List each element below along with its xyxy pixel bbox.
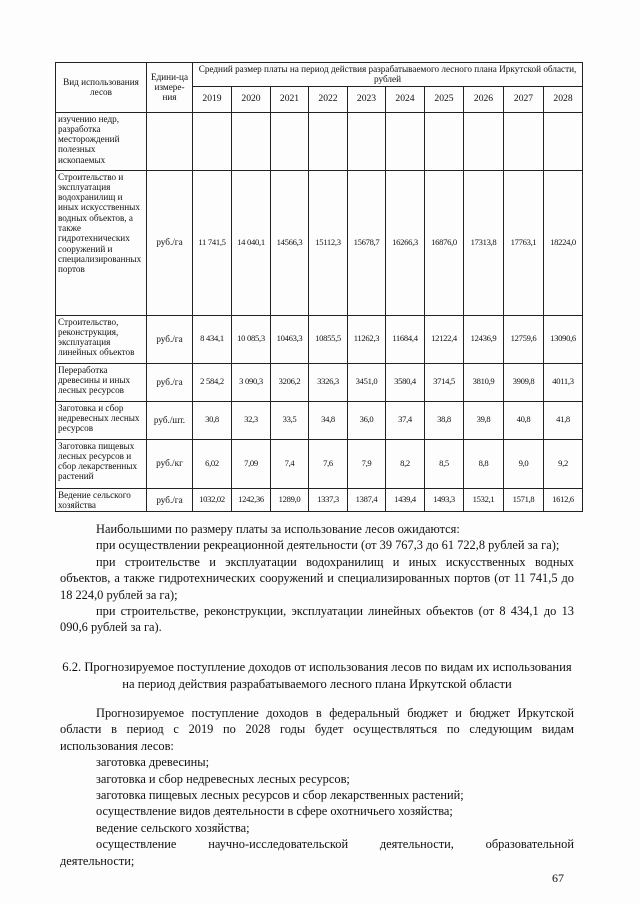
row-value: 3206,2 — [271, 363, 309, 401]
row-value: 13090,6 — [544, 315, 583, 363]
row-value — [504, 112, 544, 170]
body-text-2 — [60, 705, 574, 869]
row-unit: руб./га — [147, 363, 193, 401]
row-value — [309, 112, 348, 170]
row-unit: руб./шт. — [147, 401, 193, 439]
row-value: 7,6 — [309, 439, 348, 488]
row-value: 1571,8 — [504, 488, 544, 512]
table-row — [56, 363, 583, 401]
header-year: 2025 — [425, 86, 464, 112]
row-value: 3 090,3 — [232, 363, 271, 401]
list-item-tail: деятельности; — [60, 853, 135, 868]
word: образовательной — [485, 837, 574, 852]
row-value: 1242,36 — [232, 488, 271, 512]
row-value: 10855,5 — [309, 315, 348, 363]
row-unit: руб./кг — [147, 439, 193, 488]
list-item: заготовка и сбор недревесных лесных ресурсов; — [96, 771, 350, 786]
header-unit: Едини-ца измере-ния — [147, 63, 193, 113]
row-value: 1032,02 — [193, 488, 232, 512]
header-year: 2026 — [464, 86, 504, 112]
row-activity: Переработка древесины и иных лесных ресурсов — [56, 363, 147, 401]
paragraph: Прогнозируемое поступление доходов в федеральный бюджет и бюджет Иркутской области в период с 2019 по 2028 годы будет осуществляться по следующим видам использования лесов: — [60, 706, 574, 753]
row-activity: Заготовка пищевых лесных ресурсов и сбор лекарственных растений — [56, 439, 147, 488]
row-value: 1439,4 — [386, 488, 425, 512]
row-value: 1337,3 — [309, 488, 348, 512]
row-value: 1387,4 — [348, 488, 386, 512]
list-item: осуществление видов деятельности в сфере охотничьего хозяйства; — [96, 804, 453, 819]
row-value: 11 741,5 — [193, 170, 232, 315]
row-value — [232, 112, 271, 170]
row-value: 4011,3 — [544, 363, 583, 401]
list-item: заготовка древесины; — [96, 755, 210, 770]
row-value: 11262,3 — [348, 315, 386, 363]
row-value: 41,8 — [544, 401, 583, 439]
row-value: 8,8 — [464, 439, 504, 488]
row-activity: Строительство и эксплуатация водохранилищ и иных искусственных водных объектов, а также гидротехнических сооружений и специализированных портов — [56, 170, 147, 315]
row-value: 3714,5 — [425, 363, 464, 401]
paragraph: при строительстве, реконструкции, эксплуатации линейных объектов (от 8 434,1 до 13 090,6 рублей за га). — [60, 604, 574, 635]
row-value: 12122,4 — [425, 315, 464, 363]
row-unit: руб./га — [147, 315, 193, 363]
section-heading: 6.2. Прогнозируемое поступление доходов от использования лесов по видам их использования на период действия разрабатываемого лесного плана Иркутской области — [62, 660, 572, 691]
header-average-fee: Средний размер платы на период действия разрабатываемого лесного плана Иркутской области, рублей — [193, 63, 583, 87]
row-value — [464, 112, 504, 170]
row-value: 8,2 — [386, 439, 425, 488]
row-value: 12436,9 — [464, 315, 504, 363]
row-unit — [147, 112, 193, 170]
row-value: 2 584,2 — [193, 363, 232, 401]
fee-table-body — [56, 112, 583, 512]
row-activity: изучению недр, разработка месторождений полезных ископаемых — [56, 112, 147, 170]
row-value: 16266,3 — [386, 170, 425, 315]
header-year: 2023 — [348, 86, 386, 112]
row-value — [271, 112, 309, 170]
row-value: 18224,0 — [544, 170, 583, 315]
header-year: 2020 — [232, 86, 271, 112]
row-value: 30,8 — [193, 401, 232, 439]
row-activity: Ведение сельского хозяйства — [56, 488, 147, 512]
row-activity: Строительство, реконструкция, эксплуатация линейных объектов — [56, 315, 147, 363]
row-value — [386, 112, 425, 170]
row-value: 1612,6 — [544, 488, 583, 512]
row-value: 39,8 — [464, 401, 504, 439]
row-value: 9,0 — [504, 439, 544, 488]
paragraph: Наибольшими по размеру платы за использование лесов ожидаются: — [96, 522, 460, 536]
list-item: ведение сельского хозяйства; — [96, 820, 250, 835]
paragraph: при строительстве и эксплуатации водохранилищ и иных искусственных водных объектов, а также гидротехнических сооружений и специализированных портов (от 11 741,5 до 18 224,0 рублей за га); — [60, 554, 574, 602]
row-value: 14 040,1 — [232, 170, 271, 315]
row-value: 3326,3 — [309, 363, 348, 401]
row-value: 1493,3 — [425, 488, 464, 512]
row-value: 14566,3 — [271, 170, 309, 315]
word: деятельности, — [379, 837, 454, 852]
header-year: 2022 — [309, 86, 348, 112]
row-value: 7,9 — [348, 439, 386, 488]
row-value: 40,8 — [504, 401, 544, 439]
fee-table — [55, 62, 583, 512]
row-value: 36,0 — [348, 401, 386, 439]
row-value: 1532,1 — [464, 488, 504, 512]
table-row — [56, 170, 583, 315]
row-unit: руб./га — [147, 170, 193, 315]
body-text — [60, 521, 574, 636]
row-activity: Заготовка и сбор недревесных лесных ресурсов — [56, 401, 147, 439]
row-unit: руб./га — [147, 488, 193, 512]
row-value — [348, 112, 386, 170]
row-value: 8 434,1 — [193, 315, 232, 363]
header-year: 2021 — [271, 86, 309, 112]
row-value — [544, 112, 583, 170]
row-value: 32,3 — [232, 401, 271, 439]
row-value — [425, 112, 464, 170]
row-value: 10463,3 — [271, 315, 309, 363]
row-value: 11684,4 — [386, 315, 425, 363]
row-value — [193, 112, 232, 170]
table-row — [56, 439, 583, 488]
row-value: 3580,4 — [386, 363, 425, 401]
row-value: 17763,1 — [504, 170, 544, 315]
row-value: 12759,6 — [504, 315, 544, 363]
header-activity: Вид использования лесов — [56, 63, 147, 113]
row-value: 33,5 — [271, 401, 309, 439]
list-item: заготовка пищевых лесных ресурсов и сбор лекарственных растений; — [96, 788, 464, 803]
row-value: 1289,0 — [271, 488, 309, 512]
row-value: 10 085,3 — [232, 315, 271, 363]
header-year: 2028 — [544, 86, 583, 112]
row-value: 15678,7 — [348, 170, 386, 315]
list-item-last — [60, 836, 574, 852]
header-year: 2027 — [504, 86, 544, 112]
row-value: 7,09 — [232, 439, 271, 488]
row-value: 15112,3 — [309, 170, 348, 315]
row-value: 3810,9 — [464, 363, 504, 401]
table-row — [56, 315, 583, 363]
paragraph: при осуществлении рекреационной деятельности (от 39 767,3 до 61 722,8 рублей за га); — [96, 538, 560, 553]
row-value: 16876,0 — [425, 170, 464, 315]
row-value: 9,2 — [544, 439, 583, 488]
word: осуществление — [96, 837, 177, 852]
row-value: 8,5 — [425, 439, 464, 488]
header-year: 2024 — [386, 86, 425, 112]
page-number: 67 — [552, 871, 564, 885]
table-row — [56, 401, 583, 439]
row-value: 17313,8 — [464, 170, 504, 315]
row-value: 6,02 — [193, 439, 232, 488]
row-value: 3451,0 — [348, 363, 386, 401]
row-value: 3909,8 — [504, 363, 544, 401]
row-value: 37,4 — [386, 401, 425, 439]
table-row — [56, 488, 583, 512]
word: научно-исследовательской — [208, 837, 349, 852]
row-value: 38,8 — [425, 401, 464, 439]
row-value: 7,4 — [271, 439, 309, 488]
row-value: 34,8 — [309, 401, 348, 439]
table-row — [56, 112, 583, 170]
header-year: 2019 — [193, 86, 232, 112]
